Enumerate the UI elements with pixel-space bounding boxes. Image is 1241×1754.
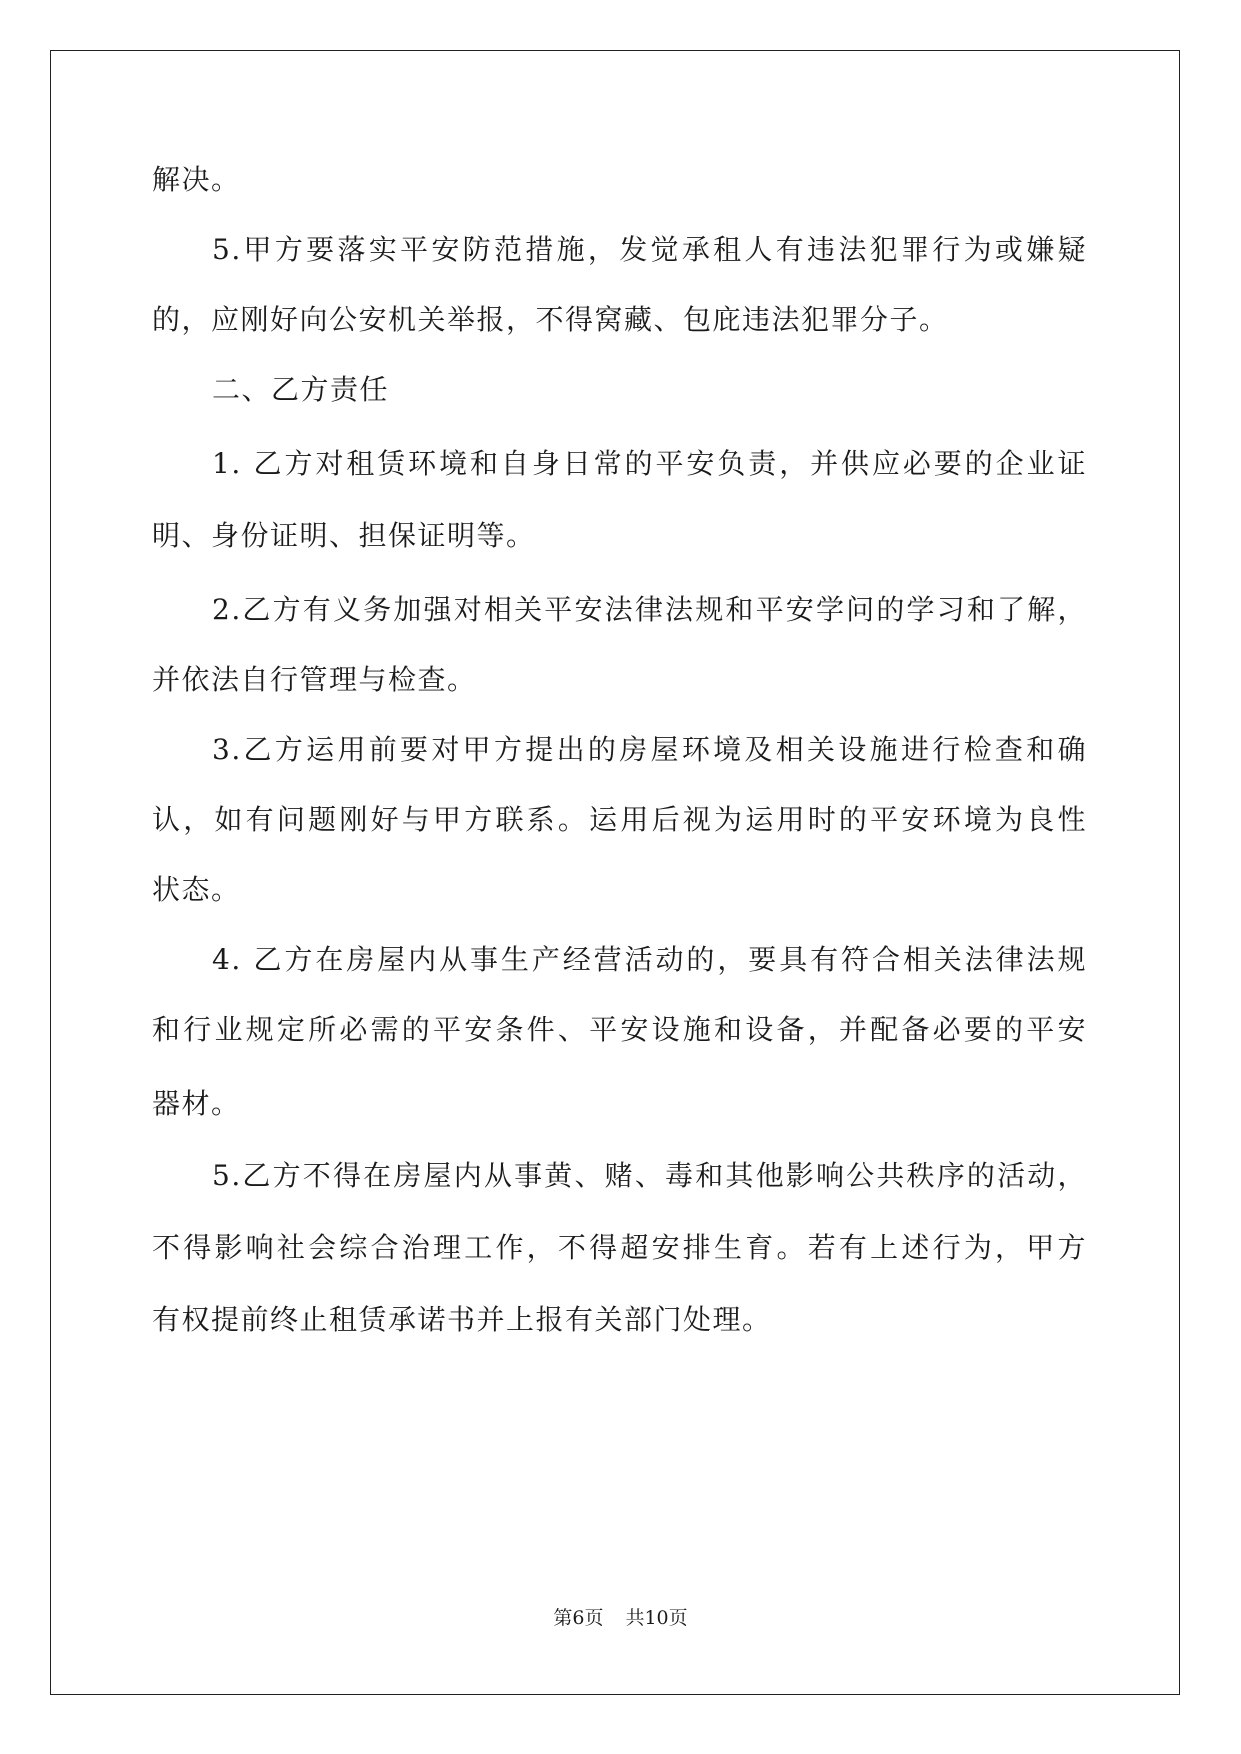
text-line: 2.乙方有义务加强对相关平安法律法规和平安学问的学习和了解， (212, 593, 1087, 626)
page-total: 共10页 (625, 1607, 688, 1629)
text-line: 并依法自行管理与检查。 (152, 663, 477, 696)
text-line: 和行业规定所必需的平安条件、平安设施和设备，并配备必要的平安 (152, 1013, 1087, 1046)
text-line: 认，如有问题刚好与甲方联系。运用后视为运用时的平安环境为良性 (152, 803, 1087, 836)
section-heading: 二、乙方责任 (212, 373, 390, 406)
page-number: 第6页 (553, 1607, 604, 1629)
text-line: 解决。 (152, 163, 241, 196)
text-line: 的，应刚好向公安机关举报，不得窝藏、包庇违法犯罪分子。 (152, 303, 949, 336)
text-line: 器材。 (152, 1087, 241, 1120)
text-line: 有权提前终止租赁承诺书并上报有关部门处理。 (152, 1303, 772, 1336)
text-line: 明、身份证明、担保证明等。 (152, 519, 536, 552)
text-line: 1. 乙方对租赁环境和自身日常的平安负责，并供应必要的企业证 (212, 447, 1087, 480)
text-line: 不得影响社会综合治理工作，不得超安排生育。若有上述行为，甲方 (152, 1231, 1087, 1264)
text-line: 4. 乙方在房屋内从事生产经营活动的，要具有符合相关法律法规 (212, 943, 1087, 976)
page-footer (0, 1606, 1241, 1630)
text-line: 5.甲方要落实平安防范措施，发觉承租人有违法犯罪行为或嫌疑 (212, 233, 1087, 266)
text-line: 状态。 (152, 873, 241, 906)
text-line: 3.乙方运用前要对甲方提出的房屋环境及相关设施进行检查和确 (212, 733, 1087, 766)
text-line: 5.乙方不得在房屋内从事黄、赌、毒和其他影响公共秩序的活动， (212, 1159, 1087, 1192)
